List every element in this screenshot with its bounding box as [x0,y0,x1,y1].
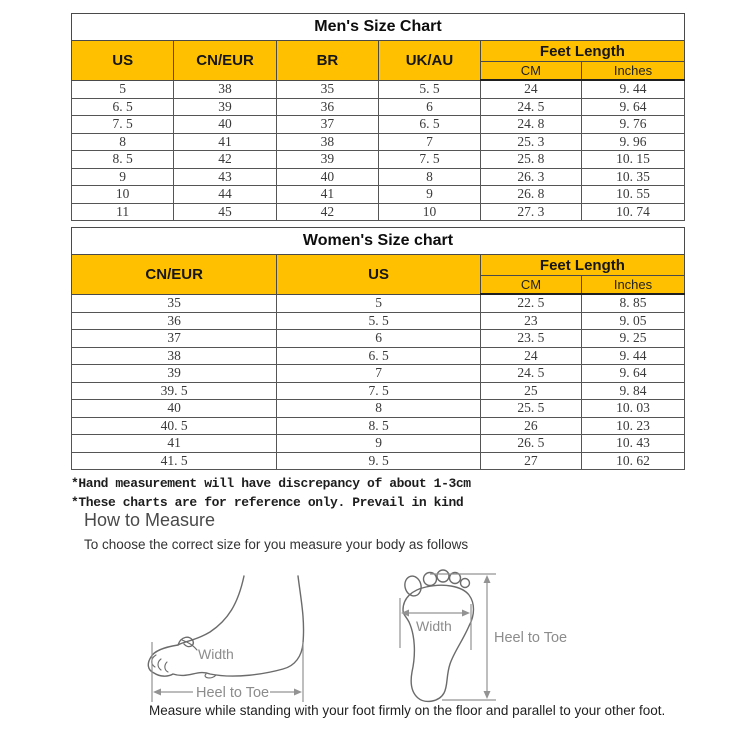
table-cell: 41 [276,186,378,204]
table-cell: 10 [72,186,174,204]
table-cell: 25. 3 [480,133,581,151]
side-width-label: Width [198,646,234,662]
side-heel-to-toe-label: Heel to Toe [196,685,270,701]
table-cell: 9. 64 [581,98,684,116]
table-cell: 5 [277,294,481,312]
table-row [72,417,685,435]
table-cell: 44 [174,186,276,204]
table-cell: 40 [72,400,277,418]
table-cell: 6 [379,98,481,116]
table-row [72,400,685,418]
note-reference-only: *These charts are for reference only. Prevail in kind [71,495,464,510]
note-hand-measurement: *Hand measurement will have discrepancy of about 1-3cm [71,476,471,491]
table-cell: 23 [480,312,581,330]
table-cell: 5. 5 [379,80,481,98]
womens-table-title: Women's Size chart [72,228,685,255]
table-cell: 40. 5 [72,417,277,435]
table-cell: 40 [174,116,276,134]
table-cell: 9. 84 [582,382,685,400]
table-cell: 40 [276,168,378,186]
table-cell: 9. 5 [277,452,481,470]
table-row [72,80,685,98]
table-cell: 6. 5 [72,98,174,116]
how-to-measure-subtitle: To choose the correct size for you measure your body as follows [84,537,469,552]
table-cell: 8. 5 [72,151,174,169]
table-cell: 26. 5 [480,435,581,453]
mens-size-chart [71,13,685,221]
table-row [72,452,685,470]
table-cell: 10. 03 [582,400,685,418]
table-cell: 26 [480,417,581,435]
table-cell: 24. 8 [480,116,581,134]
mens-header-br: BR [276,41,378,81]
table-row [72,435,685,453]
table-cell: 22. 5 [480,294,581,312]
table-cell: 6. 5 [277,347,481,365]
table-cell: 9. 96 [581,133,684,151]
womens-size-chart [71,227,685,470]
table-row [72,116,685,134]
womens-table-body [72,294,685,470]
table-cell: 36 [276,98,378,116]
womens-header-us: US [277,255,481,295]
table-cell: 42 [276,203,378,221]
disclaimer-notes [71,474,471,512]
table-cell: 10. 15 [581,151,684,169]
table-cell: 8 [379,168,481,186]
womens-header-inches: Inches [582,276,685,295]
table-cell: 5 [72,80,174,98]
mens-header-us: US [72,41,174,81]
table-row [72,294,685,312]
table-cell: 9. 76 [581,116,684,134]
womens-header-cm: CM [480,276,581,295]
table-cell: 7. 5 [379,151,481,169]
table-cell: 10. 74 [581,203,684,221]
table-cell: 10. 35 [581,168,684,186]
table-row [72,168,685,186]
table-row [72,347,685,365]
table-cell: 42 [174,151,276,169]
top-measure-arrowheads [401,575,491,699]
table-row [72,203,685,221]
table-cell: 8. 5 [277,417,481,435]
mens-header-inches: Inches [581,62,684,81]
table-cell: 8. 85 [582,294,685,312]
table-cell: 41 [174,133,276,151]
table-cell: 9. 25 [582,330,685,348]
foot-sole-outline [403,570,474,701]
table-cell: 24 [480,347,581,365]
table-cell: 5. 5 [277,312,481,330]
table-cell: 41. 5 [72,452,277,470]
table-cell: 7 [379,133,481,151]
table-cell: 38 [276,133,378,151]
table-row [72,312,685,330]
table-cell: 24. 5 [480,365,581,383]
foot-top-view-diagram [388,560,583,710]
top-heel-to-toe-label: Heel to Toe [494,630,568,646]
table-cell: 43 [174,168,276,186]
measure-instruction-caption: Measure while standing with your foot firmly on the floor and parallel to your other foot. [149,703,666,718]
table-cell: 9. 64 [582,365,685,383]
mens-header-feet-length: Feet Length [480,41,684,62]
table-cell: 25. 8 [480,151,581,169]
table-row [72,330,685,348]
table-row [72,98,685,116]
table-cell: 9 [379,186,481,204]
table-cell: 35 [72,294,277,312]
table-row [72,382,685,400]
table-cell: 25 [480,382,581,400]
table-cell: 9. 05 [582,312,685,330]
table-cell: 27. 3 [480,203,581,221]
table-cell: 27 [480,452,581,470]
table-cell: 10. 62 [582,452,685,470]
table-cell: 9. 44 [581,80,684,98]
table-cell: 24. 5 [480,98,581,116]
table-row [72,151,685,169]
how-to-measure-heading: How to Measure [84,510,216,530]
table-cell: 36 [72,312,277,330]
table-cell: 37 [72,330,277,348]
mens-header-cn: CN/EUR [174,41,276,81]
table-row [72,365,685,383]
womens-header-feet-length: Feet Length [480,255,684,276]
table-cell: 37 [276,116,378,134]
mens-table-title: Men's Size Chart [72,14,685,41]
mens-header-uk: UK/AU [379,41,481,81]
table-cell: 38 [72,347,277,365]
table-cell: 6. 5 [379,116,481,134]
foot-side-outline [148,576,303,678]
table-row [72,133,685,151]
table-cell: 11 [72,203,174,221]
table-cell: 24 [480,80,581,98]
table-cell: 38 [174,80,276,98]
top-width-label: Width [416,618,452,634]
table-cell: 45 [174,203,276,221]
table-row [72,186,685,204]
foot-side-view-diagram [140,566,330,708]
table-cell: 8 [277,400,481,418]
table-cell: 39 [72,365,277,383]
mens-table-body [72,80,685,221]
table-cell: 39. 5 [72,382,277,400]
mens-header-cm: CM [480,62,581,81]
table-cell: 10. 43 [582,435,685,453]
table-cell: 7 [277,365,481,383]
table-cell: 9 [277,435,481,453]
table-cell: 7. 5 [72,116,174,134]
table-cell: 9. 44 [582,347,685,365]
table-cell: 10. 55 [581,186,684,204]
table-cell: 26. 3 [480,168,581,186]
table-cell: 6 [277,330,481,348]
table-cell: 8 [72,133,174,151]
table-cell: 7. 5 [277,382,481,400]
table-cell: 10 [379,203,481,221]
womens-header-cn: CN/EUR [72,255,277,295]
table-cell: 41 [72,435,277,453]
top-measure-lines [400,574,496,700]
table-cell: 26. 8 [480,186,581,204]
table-cell: 23. 5 [480,330,581,348]
table-cell: 39 [174,98,276,116]
table-cell: 10. 23 [582,417,685,435]
table-cell: 39 [276,151,378,169]
table-cell: 35 [276,80,378,98]
table-cell: 9 [72,168,174,186]
table-cell: 25. 5 [480,400,581,418]
